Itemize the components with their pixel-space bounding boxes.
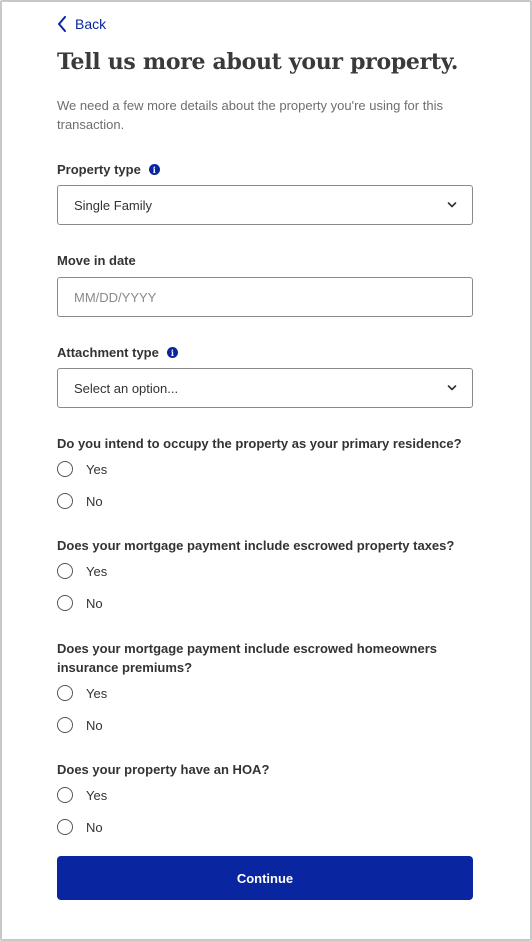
question-hoa: Does your property have an HOA? xyxy=(57,762,270,777)
radio-label: Yes xyxy=(86,563,108,579)
attachment-type-value: Select an option... xyxy=(74,380,179,396)
radio-label: No xyxy=(86,595,103,611)
radio-escrowed-insurance-no[interactable] xyxy=(57,717,103,733)
radio-button[interactable] xyxy=(57,493,73,509)
radio-button[interactable] xyxy=(57,717,73,733)
chevron-left-icon xyxy=(57,16,67,32)
radio-primary-residence-no[interactable] xyxy=(57,493,103,509)
move-in-date-label: Move in date xyxy=(57,253,136,268)
question-escrowed-insurance: Does your mortgage payment include escrowed homeowners insurance premiums? xyxy=(57,641,437,675)
attachment-type-label: Attachment type xyxy=(57,345,159,360)
radio-label: No xyxy=(86,717,103,733)
radio-escrowed-taxes-no[interactable] xyxy=(57,595,103,611)
radio-escrowed-insurance-yes[interactable] xyxy=(57,685,107,701)
continue-button[interactable]: Continue xyxy=(57,856,473,900)
back-label: Back xyxy=(75,16,107,32)
radio-label: Yes xyxy=(86,685,108,701)
property-type-label-row xyxy=(57,162,160,177)
chevron-down-icon xyxy=(447,383,457,393)
radio-label: No xyxy=(86,493,103,509)
radio-button[interactable] xyxy=(57,595,73,611)
intro-text: We need a few more details about the property you're using for this transaction. xyxy=(57,98,443,132)
radio-label: Yes xyxy=(86,461,108,477)
move-in-date-field[interactable] xyxy=(57,277,473,317)
page-title: Tell us more about your property. xyxy=(57,49,459,75)
question-primary-residence: Do you intend to occupy the property as your primary residence? xyxy=(57,436,462,451)
info-icon[interactable]: i xyxy=(167,347,178,358)
radio-button[interactable] xyxy=(57,685,73,701)
radio-primary-residence-yes[interactable] xyxy=(57,461,107,477)
radio-hoa-yes[interactable] xyxy=(57,787,107,803)
property-type-value: Single Family xyxy=(74,197,153,213)
radio-button[interactable] xyxy=(57,461,73,477)
attachment-type-label-row xyxy=(57,345,178,360)
radio-button[interactable] xyxy=(57,563,73,579)
property-type-label: Property type xyxy=(57,162,141,177)
info-icon[interactable]: i xyxy=(149,164,160,175)
move-in-date-placeholder: MM/DD/YYYY xyxy=(74,289,157,305)
question-escrowed-taxes: Does your mortgage payment include escrowed property taxes? xyxy=(57,538,455,553)
radio-button[interactable] xyxy=(57,819,73,835)
radio-escrowed-taxes-yes[interactable] xyxy=(57,563,107,579)
property-type-select[interactable] xyxy=(57,185,473,225)
radio-label: Yes xyxy=(86,787,108,803)
radio-label: No xyxy=(86,819,103,835)
back-link[interactable] xyxy=(57,16,106,32)
move-in-date-label-row xyxy=(57,253,136,268)
radio-hoa-no[interactable] xyxy=(57,819,103,835)
radio-button[interactable] xyxy=(57,787,73,803)
chevron-down-icon xyxy=(447,200,457,210)
attachment-type-select[interactable] xyxy=(57,368,473,408)
